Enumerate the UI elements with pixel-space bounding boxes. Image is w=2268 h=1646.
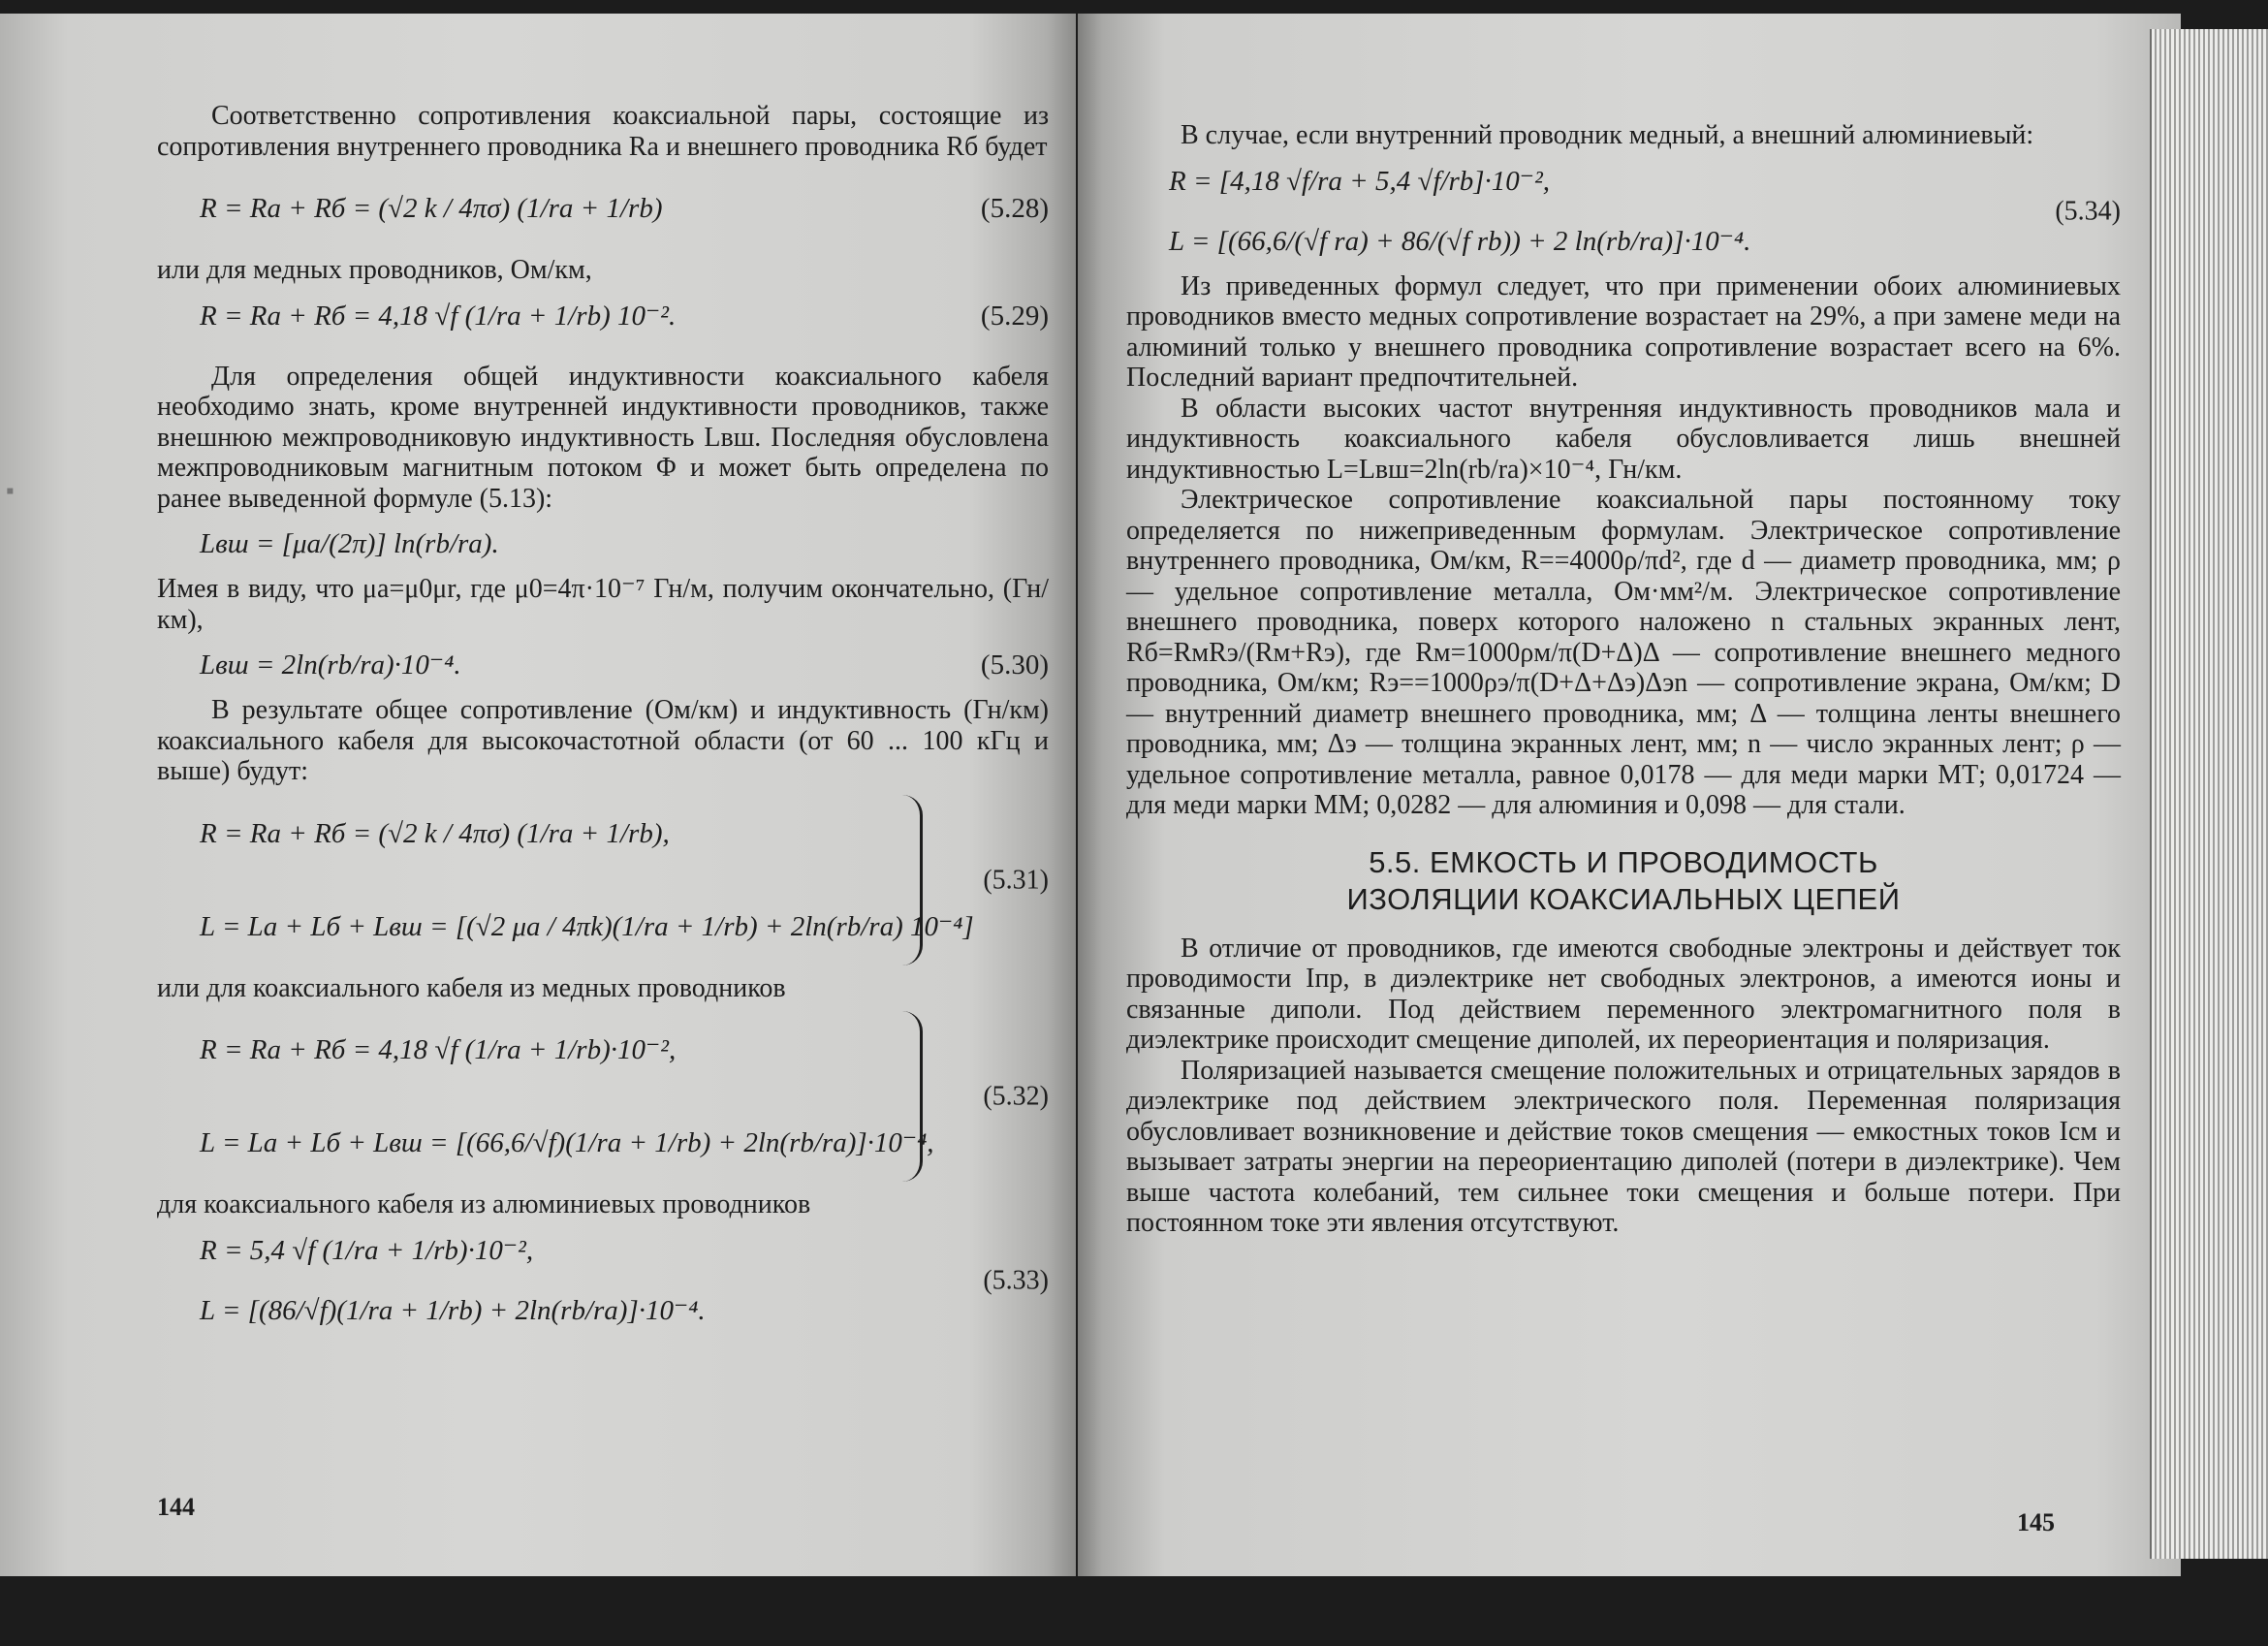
formula-group-5-31 bbox=[157, 787, 1049, 973]
formula-group-5-33 bbox=[157, 1220, 1049, 1341]
paragraph: Из приведенных формул следует, что при применении обоих алюминиевых проводников вместо медных сопротивление возрастает на 29%, а при замене меди на алюминий только у внешнего проводника сопротивление возрастает всего на 6%. Последний вариант предпочтительней. bbox=[1126, 270, 2121, 393]
right-page bbox=[1078, 14, 2181, 1576]
formula-5-28 bbox=[157, 162, 1049, 255]
formula-text: L = [(86/√f)(1/ra + 1/rb) + 2ln(rb/ra)]·10⁻⁴. bbox=[200, 1294, 706, 1326]
left-text-column bbox=[157, 101, 1049, 1341]
page-number: 145 bbox=[2017, 1508, 2055, 1536]
paragraph: В результате общее сопротивление (Ом/км) и индуктивность (Гн/км) коаксиального кабеля для высокочастотной области (от 60 ... 100 кГц и выше) будут: bbox=[157, 695, 1049, 786]
formula-5-33-r bbox=[157, 1220, 1049, 1281]
left-page bbox=[0, 14, 1076, 1576]
paragraph: Соответственно сопротивления коаксиальной пары, состоящие из сопротивления внутреннего проводника Rа и внешнего проводника Rб будет bbox=[157, 101, 1049, 162]
equation-number: (5.32) bbox=[983, 1081, 1049, 1112]
paragraph: или для медных проводников, Ом/км, bbox=[157, 255, 592, 285]
paragraph: Для определения общей индуктивности коаксиального кабеля необходимо знать, кроме внутренней индуктивности проводников, также внешнюю межпроводниковую индуктивность Lвш. Последняя обусловлена межпроводниковым магнитным потоком Φ и может быть определена по ранее выведенной формуле (5.13): bbox=[157, 361, 1049, 514]
paragraph: Поляризацией называется смещение положительных и отрицательных зарядов в диэлектрике под действием электрического поля. Переменная поляризация обусловливает возникновение и действие токов смещения — емкостных токов Iсм и вызывает затраты энергии на переориентацию диполей (потери в диэлектрике). Чем выше частота колебаний, тем сильнее токи смещения и больше потери. При постоянном токе эти явления отсутствуют. bbox=[1126, 1055, 2121, 1238]
right-text-column bbox=[1126, 120, 2121, 1239]
equation-number: (5.28) bbox=[980, 193, 1049, 224]
equation-number: (5.30) bbox=[980, 649, 1049, 681]
paragraph: или для коаксиального кабеля из медных проводников bbox=[157, 972, 786, 1003]
page-number: 144 bbox=[157, 1493, 195, 1521]
formula-text: L = [(66,6/(√f ra) + 86/(√f rb)) + 2 ln(rb/ra)]·10⁻⁴. bbox=[1169, 225, 1751, 257]
equation-number: (5.31) bbox=[983, 864, 1049, 895]
equation-number: (5.33) bbox=[983, 1264, 1049, 1295]
formula-5-29 bbox=[157, 286, 1049, 346]
formula-5-34-l bbox=[1126, 211, 2121, 271]
formula-5-33-l bbox=[157, 1281, 1049, 1341]
formula-5-30 bbox=[157, 635, 1049, 695]
paragraph: для коаксиального кабеля из алюминиевых проводников bbox=[157, 1189, 811, 1219]
formula-text: R = 5,4 √f (1/ra + 1/rb)·10⁻², bbox=[200, 1234, 534, 1266]
formula-text: R = Rа + Rб = 4,18 √f (1/ra + 1/rb) 10⁻². bbox=[200, 300, 677, 332]
formula-text: R = [4,18 √f/ra + 5,4 √f/rb]·10⁻², bbox=[1169, 165, 1551, 197]
formula-group-5-34 bbox=[1126, 151, 2121, 271]
margin-mark: ▪ bbox=[6, 479, 15, 504]
paragraph: В случае, если внутренний проводник медный, а внешний алюминиевый: bbox=[1181, 120, 2034, 150]
heading-line: ИЗОЛЯЦИИ КОАКСИАЛЬНЫХ ЦЕПЕЙ bbox=[1346, 881, 1901, 916]
formula-text: L = Lа + Lб + Lвш = [(√2 μa / 4πk)(1/ra + 1/rb) + 2ln(rb/ra) 10⁻⁴] bbox=[200, 910, 974, 942]
paragraph: Имея в виду, что μa=μ0μr, где μ0=4π·10⁻⁷ Гн/м, получим окончательно, (Гн/км), bbox=[157, 574, 1049, 635]
formula-text: R = Rа + Rб = (√2 k / 4πσ) (1/ra + 1/rb), bbox=[200, 817, 670, 849]
paragraph: В отличие от проводников, где имеются свободные электроны и действует ток проводимости Iпр, в диэлектрике нет свободных электронов, а имеются ионы и связанные диполи. Под действием переменного электромагнитного поля в диэлектрике происходит смещение диполей, их переориентация и поляризация. bbox=[1126, 933, 2121, 1055]
paragraph: В области высоких частот внутренняя индуктивность проводников мала и индуктивность коаксиального кабеля обусловливается лишь внешней индуктивностью L=Lвш=2ln(rb/ra)×10⁻⁴, Гн/км. bbox=[1126, 393, 2121, 485]
formula-5-13 bbox=[157, 514, 1049, 574]
equation-number: (5.34) bbox=[2055, 195, 2121, 226]
formula-group-5-32 bbox=[157, 1003, 1049, 1189]
curly-brace bbox=[902, 795, 923, 965]
formula-5-34-r bbox=[1126, 151, 2121, 211]
equation-number: (5.29) bbox=[980, 300, 1049, 332]
book-page-edges bbox=[2150, 29, 2268, 1559]
paragraph: Электрическое сопротивление коаксиальной пары постоянному току определяется по нижеприведенным формулам. Электрическое сопротивление внутреннего проводника, Ом/км, R==4000ρ/πd², где d — диаметр проводника, мм; ρ — удельное сопротивление металла, Ом·мм²/м. Электрическое сопротивление внешнего проводника, поверх которого наложено n стальных экранных лент, Rб=RмRэ/(Rм+Rэ), где Rм=1000ρм/π(D+Δ)Δ — сопротивление внешнего медного проводника, Ом/км; Rэ==1000ρэ/π(D+Δ+Δэ)Δэn — сопротивление экрана, Ом/км; D — внутренний диаметр внешнего проводника, мм; Δ — толщина ленты внешнего проводника, мм; Δэ — толщина экранных лент, мм; n — число экранных лент; ρ — удельное сопротивление металла, равное 0,0178 — для меди марки МТ; 0,01724 — для меди марки ММ; 0,0282 — для алюминия и 0,098 — для стали. bbox=[1126, 485, 2121, 820]
formula-text: L = Lа + Lб + Lвш = [(66,6/√f)(1/ra + 1/rb) + 2ln(rb/ra)]·10⁻⁴, bbox=[200, 1127, 934, 1158]
formula-text: R = Rа + Rб = (√2 k / 4πσ) (1/ra + 1/rb) bbox=[200, 193, 663, 224]
section-heading bbox=[1126, 844, 2121, 918]
curly-brace bbox=[902, 1011, 923, 1182]
formula-text: Lвш = [μa/(2π)] ln(rb/ra). bbox=[200, 528, 499, 559]
heading-line: 5.5. ЕМКОСТЬ И ПРОВОДИМОСТЬ bbox=[1369, 844, 1878, 879]
formula-text: Lвш = 2ln(rb/ra)·10⁻⁴. bbox=[200, 649, 461, 681]
formula-text: R = Rа + Rб = 4,18 √f (1/ra + 1/rb)·10⁻², bbox=[200, 1034, 677, 1065]
